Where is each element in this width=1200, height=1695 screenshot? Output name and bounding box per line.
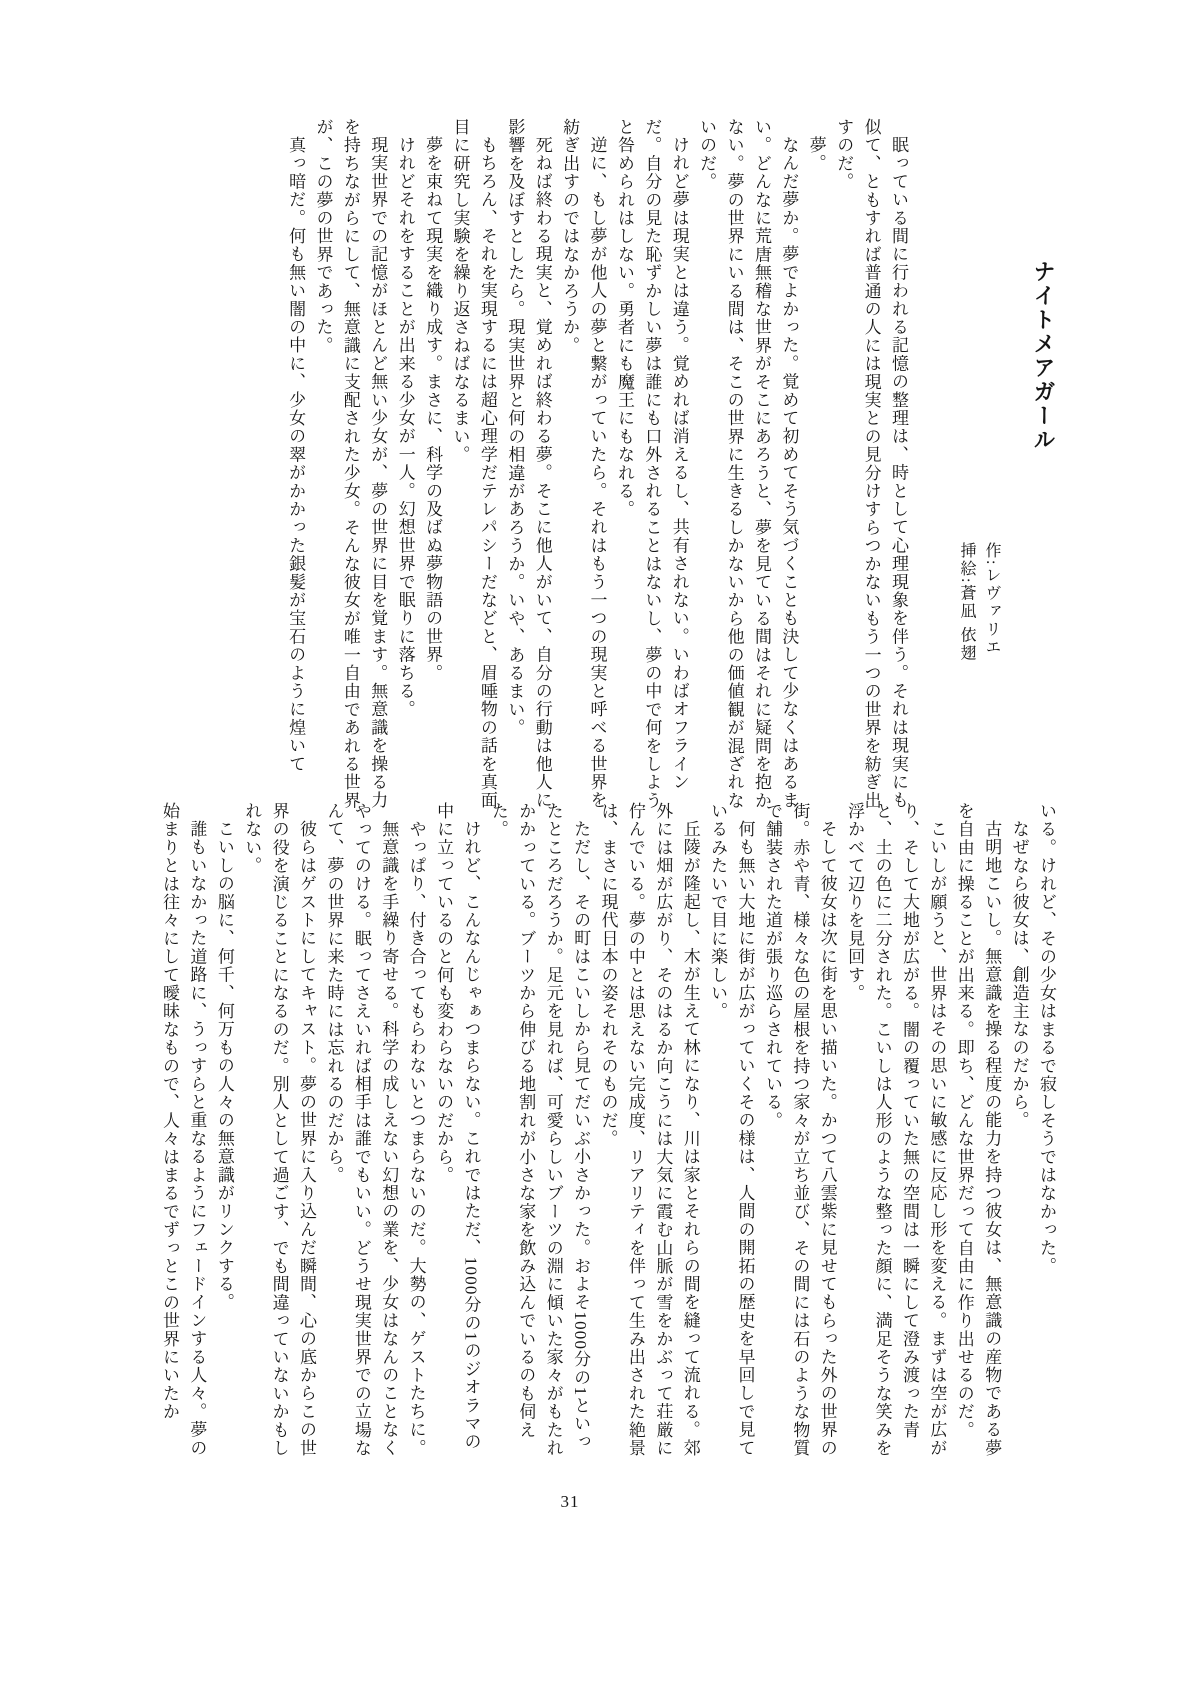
paragraph: いる。けれど、その少女はまるで寂しそうではなかった。 [1037, 802, 1056, 1276]
paragraph: そして彼女は次に街を思い描いた。かつて八雲紫に見せてもらった外の世界の街。赤や青、様々な色の屋根を持つ家々が立ち並び、その間には石のような物質で舗装された道が張り巡らされている。 [762, 802, 837, 1458]
paragraph: 逆に、もし夢が他人の夢と繋がっていたら。それはもう一つの現実と呼べる世界を紡ぎ出すのではなかろうか。 [560, 118, 607, 810]
paragraph: 夢。 [806, 136, 826, 173]
paragraph: 古明地こいし。無意識を操る程度の能力を持つ彼女は、無意識の産物である夢を自由に操ることが出来る。即ち、どんな世界だって自由に作り出せるのだ。 [954, 802, 1002, 1457]
bottom-body-text [156, 802, 1060, 1464]
paragraph: こいしが願うと、世界はその思いに敏感に反応し形を変える。まずは空が広がり、そして大地が広がる。闇の覆っていた無の空間は一瞬にして澄み渡った青と、土の色に二分された。こいしは人形のような整った顔に、満足そうな笑みを浮かべて辺りを見回す。 [845, 802, 947, 1458]
paragraph: なぜなら彼女は、創造主なのだから。 [1009, 820, 1029, 1130]
author-credit: 作:レヴァリエ [983, 542, 1000, 657]
credits-block [954, 118, 1004, 810]
paragraph: けれどそれをすることが出来る少女が一人。幻想世界で眠りに落ちる。 [395, 136, 415, 719]
paragraph: けれど、こんなんじゃぁつまらない。これではただ、1000分の1のジオラマの中に立っているのと何も変わらないのだから。 [434, 802, 481, 1451]
illustrator-credit: 挿絵:蒼凪 依翅 [958, 542, 975, 663]
paragraph: やっぱり、付き合ってもらわないとつまらないのだ。大勢の、ゲストたちに。 [406, 820, 426, 1457]
bottom-text-band [50, 802, 1060, 1464]
paragraph: 現実世界での記憶がほとんど無い少女が、夢の世界に目を覚ます。無意識を操る力を持ちながらにして、無意識に支配された少女。そんな彼女が唯一自由であれる世界が、この夢の世界であった。 [313, 118, 388, 810]
paragraph: 何も無い大地に街が広がっていくその様は、人間の開拓の歴史を早回しで見ているみたいで目に楽しい。 [708, 802, 755, 1457]
paragraph: こいしの脳に、何千、何万もの人々の無意識がリンクする。 [214, 820, 234, 1312]
top-body-text [282, 118, 912, 810]
paragraph: 無意識を手繰り寄せる。科学の成しえない幻想の業を、少女はなんのことなくやってのける。眠ってさえいれば相手は誰でもいい。どうせ現実世界での立場なんて、夢の世界に来た時には忘れるのだから。 [324, 802, 399, 1458]
paragraph: けれど夢は現実とは違う。覚めれば消えるし、共有されない。いわばオフラインだ。自分の見た恥ずかしい夢は誰にも口外されることはないし、夢の中で何をしようと咎められはしない。勇者にも魔王にもなれる。 [614, 118, 689, 810]
paragraph: 死ねば終わる現実と、覚めれば終わる夢。そこに他人がいて、自分の行動は他人に影響を及ぼすとしたら。現実世界と何の相違があろうか。いや、あるまい。 [505, 118, 552, 810]
paragraph: 誰もいなかった道路に、うっすらと重なるようにフェードインする人々。夢の始まりとは往々にして曖昧なもので、人々はまるでずっとこの世界にいたか [160, 802, 207, 1457]
paragraph: もちろん、それを実現するには超心理学だテレパシーだなどと、眉唾物の話を真面目に研究し実験を繰り返さねばなるまい。 [450, 118, 497, 810]
paragraph: ただし、その町はこいしから見てだいぶ小さかった。およそ1000分の1といったところだろうか。足元を見れば、可愛らしいブーツの淵に傾いた家々がもたれかかっている。ブーツから伸びる地割れが小さな家を飲み込んでいるのも伺えた。 [488, 802, 591, 1458]
paragraph: 彼らはゲストにしてキャスト。夢の世界に入り込んだ瞬間、心の底からこの世界の役を演じることになるのだ。別人として過ごす、でも間違っていないかもしれない。 [242, 802, 317, 1458]
paragraph: 眠っている間に行われる記憶の整理は、時として心理現象を伴う。それは現実にも似て、ともすれば普通の人には現実との見分けすらつかないもう一つの世界を紡ぎ出すのだ。 [834, 118, 908, 810]
paragraph: 真っ暗だ。何も無い闇の中に、少女の翠がかかった銀髪が宝石のように煌いて [286, 136, 306, 773]
page-number: 31 [560, 1492, 580, 1511]
top-text-band [60, 118, 1072, 810]
page-title: ナイトメアガール [1031, 260, 1056, 452]
paragraph: なんだ夢か。夢でよかった。覚めて初めてそう気づくことも決して少なくはあるまい。どんなに荒唐無稽な世界がそこにあろうと、夢を見ている間はそれに疑問を抱かない。夢の世界にいる間は、そこの世界に生きるしかないから他の価値観が混ざれないのだ。 [697, 118, 799, 810]
paragraph: 丘陵が隆起し、木が生えて林になり、川は家とそれらの間を縫って流れる。郊外には畑が広がり、そのはるか向こうには大気に霞む山脈が雪をかぶって荘厳に佇んでいる。夢の中とは思えない完成度、リアリティを伴って生み出された絶景は、まさに現代日本の姿それそのものだ。 [598, 802, 700, 1458]
paragraph: 夢を束ねて現実を織り成す。まさに、科学の及ばぬ夢物語の世界。 [423, 136, 443, 682]
